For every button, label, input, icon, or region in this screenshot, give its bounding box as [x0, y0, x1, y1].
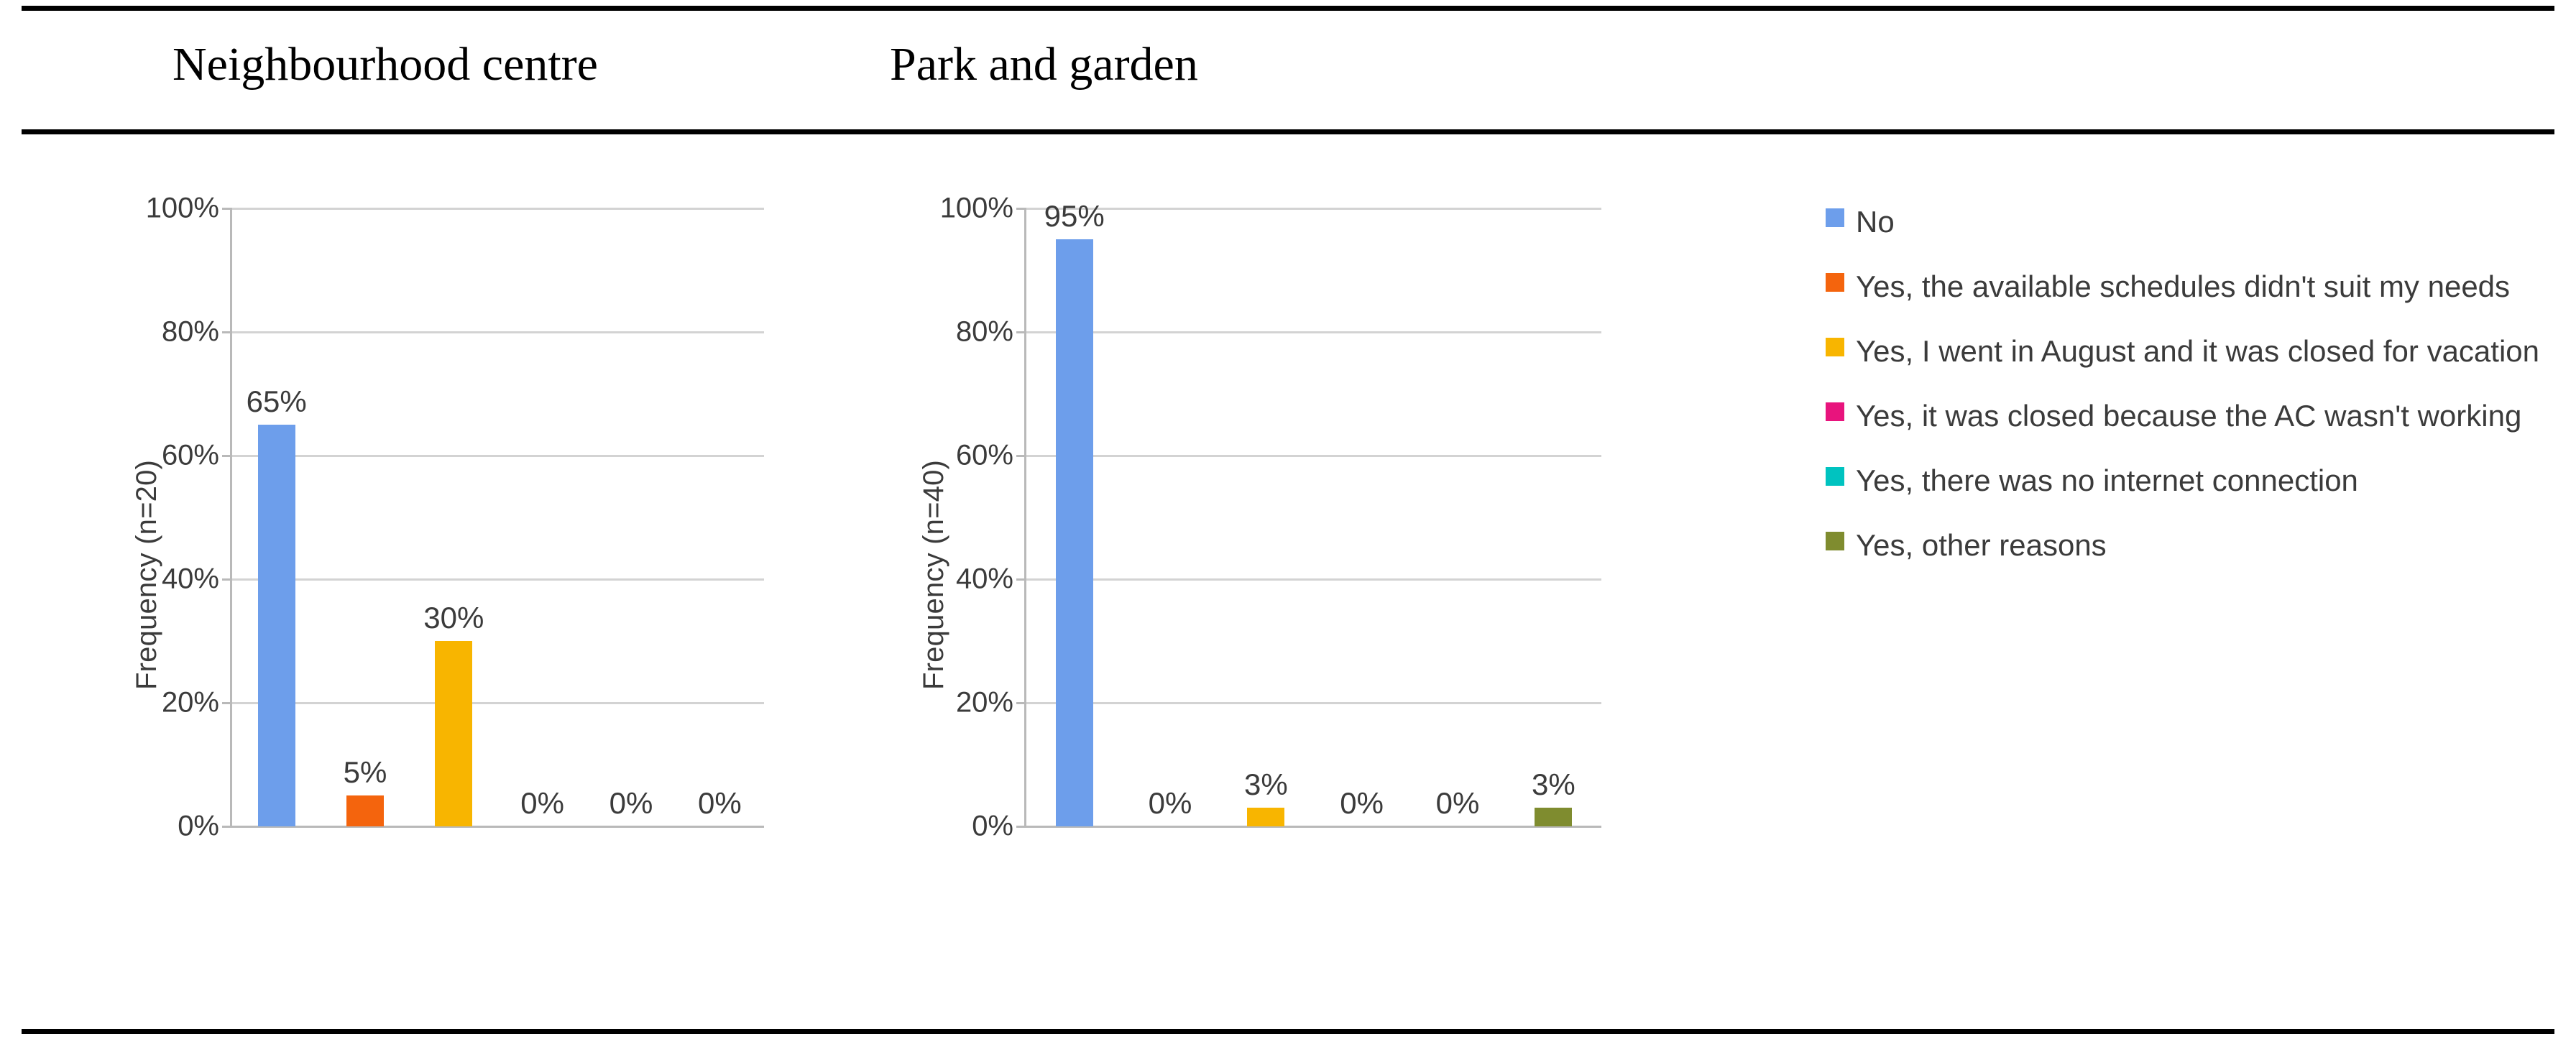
bar-slot[interactable]: [1409, 208, 1505, 826]
legend-item-label: No: [1856, 205, 1895, 239]
chart-panel-neighbourhood-centre: [86, 165, 877, 999]
panel-title-right: Park and garden: [890, 38, 1198, 91]
y-axis-tick-label: 80%: [955, 315, 1013, 348]
bar-series: [1026, 199, 1601, 826]
legend-item-label: Yes, there was no internet connection: [1856, 463, 2358, 497]
y-axis-tick-mark: [222, 455, 232, 457]
legend-swatch-icon: [1826, 467, 1844, 486]
bar-data-label: 3%: [1243, 767, 1288, 802]
top-rule: [22, 6, 2554, 11]
y-axis-tick-mark: [222, 578, 232, 581]
y-axis-tick-mark: [222, 826, 232, 828]
legend: [1826, 203, 2552, 591]
y-axis-tick-label: 40%: [161, 563, 219, 595]
bar[interactable]: [1056, 239, 1093, 826]
y-axis-tick-label: 60%: [161, 439, 219, 471]
y-axis-title-right: Frequency (n=40): [918, 459, 949, 690]
bar-slot[interactable]: [498, 208, 586, 826]
legend-item-label: Yes, it was closed because the AC wasn't working: [1856, 399, 2522, 433]
bar-data-label: 95%: [1044, 199, 1105, 233]
bar-slot[interactable]: [676, 208, 764, 826]
panel-title-left: Neighbourhood centre: [172, 38, 598, 91]
bar-data-label: 5%: [343, 755, 387, 789]
legend-item-label: Yes, other reasons: [1856, 528, 2107, 562]
y-axis-tick-mark: [222, 331, 232, 333]
bar[interactable]: [435, 641, 472, 826]
bar-slot[interactable]: [586, 208, 675, 826]
y-axis-tick-mark: [1016, 331, 1026, 333]
bar-data-label: 0%: [609, 786, 653, 820]
y-axis-tick-label: 0%: [178, 810, 219, 842]
legend-item[interactable]: [1826, 397, 2552, 435]
panel-titles: [0, 37, 2576, 116]
bar[interactable]: [258, 425, 295, 826]
bar-data-label: 0%: [520, 786, 565, 820]
bar-series: [232, 208, 764, 826]
legend-swatch-icon: [1826, 273, 1844, 292]
bar-slot[interactable]: [1218, 208, 1314, 826]
y-axis-tick-mark: [1016, 702, 1026, 704]
bar-data-label: 30%: [423, 601, 484, 635]
bar-data-label: 0%: [1340, 786, 1384, 820]
y-axis-tick-label: 40%: [955, 563, 1013, 595]
bar-slot[interactable]: [410, 208, 498, 826]
legend-item[interactable]: [1826, 526, 2552, 565]
bar-slot[interactable]: [1026, 199, 1122, 826]
chart-panel-park-and-garden: [873, 165, 1765, 999]
bar-slot[interactable]: [321, 208, 409, 826]
bar[interactable]: [1535, 808, 1572, 826]
y-axis-tick-mark: [222, 208, 232, 210]
bar-slot[interactable]: [232, 208, 321, 826]
legend-swatch-icon: [1826, 338, 1844, 356]
y-axis-tick-label: 20%: [955, 686, 1013, 719]
legend-item[interactable]: [1826, 267, 2552, 306]
y-axis-tick-mark: [1016, 578, 1026, 581]
y-axis-tick-mark: [1016, 826, 1026, 828]
y-axis-tick-label: 80%: [161, 315, 219, 348]
legend-item-label: Yes, the available schedules didn't suit my needs: [1856, 269, 2511, 303]
bottom-rule: [22, 1029, 2554, 1034]
legend-item[interactable]: [1826, 332, 2552, 371]
legend-item[interactable]: [1826, 203, 2552, 241]
y-axis-tick-label: 20%: [161, 686, 219, 719]
y-axis-tick-label: 100%: [939, 192, 1013, 224]
y-axis-title-left: Frequency (n=20): [131, 459, 162, 690]
bar-slot[interactable]: [1122, 208, 1218, 826]
bar[interactable]: [1247, 808, 1284, 826]
header-rule: [22, 129, 2554, 134]
y-axis-tick-label: 0%: [972, 810, 1013, 842]
bar-data-label: 0%: [1435, 786, 1480, 820]
y-axis-tick-mark: [1016, 455, 1026, 457]
bar-data-label: 3%: [1531, 767, 1576, 802]
bar-data-label: 0%: [697, 786, 742, 820]
y-axis-tick-mark: [1016, 208, 1026, 210]
bar[interactable]: [346, 795, 384, 826]
legend-swatch-icon: [1826, 402, 1844, 421]
legend-swatch-icon: [1826, 532, 1844, 550]
y-axis-tick-label: 60%: [955, 439, 1013, 471]
plot-area-right: [939, 192, 1601, 842]
bar-slot[interactable]: [1506, 208, 1601, 826]
legend-swatch-icon: [1826, 208, 1844, 227]
legend-item[interactable]: [1826, 461, 2552, 500]
y-axis-tick-mark: [222, 702, 232, 704]
legend-item-label: Yes, I went in August and it was closed for vacation: [1856, 334, 2540, 368]
bar-data-label: 0%: [1148, 786, 1192, 820]
bar-data-label: 65%: [246, 384, 307, 418]
bar-slot[interactable]: [1314, 208, 1409, 826]
y-axis-tick-label: 100%: [145, 192, 219, 224]
